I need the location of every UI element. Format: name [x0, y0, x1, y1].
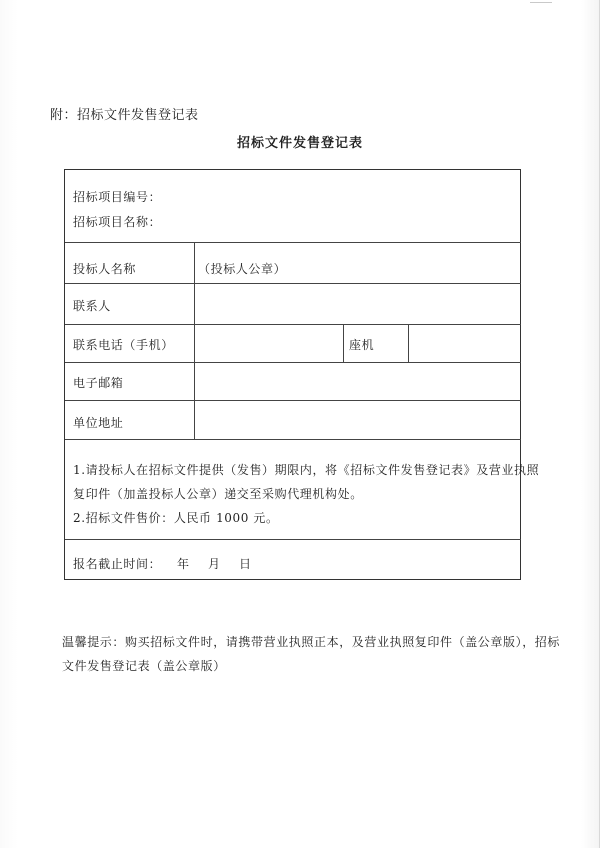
- reminder-line-2: 文件发售登记表（盖公章版）: [62, 659, 226, 673]
- column-divider: [343, 324, 344, 362]
- registration-form-table: [64, 169, 540, 580]
- phone-field[interactable]: [195, 325, 343, 362]
- landline-label: 座机: [349, 338, 375, 352]
- deadline-day: 日: [239, 557, 252, 571]
- note-2-price: 2.招标文件售价：人民币 1000 元。: [73, 511, 279, 525]
- email-label: 电子邮箱: [73, 376, 124, 390]
- address-label: 单位地址: [73, 416, 124, 430]
- contact-label: 联系人: [73, 299, 111, 313]
- bidder-seal-hint: （投标人公章）: [198, 262, 287, 276]
- row-divider: [65, 439, 521, 440]
- form-title: 招标文件发售登记表: [236, 136, 363, 151]
- landline-field[interactable]: [409, 325, 521, 362]
- reminder-note: [62, 630, 562, 678]
- project-number-label: 招标项目编号：: [73, 190, 162, 204]
- deadline-year: 年: [177, 557, 190, 571]
- attachment-heading: 附：招标文件发售登记表: [50, 108, 199, 123]
- address-field[interactable]: [195, 401, 521, 439]
- email-field[interactable]: [195, 363, 521, 400]
- contact-field[interactable]: [195, 284, 521, 324]
- bidder-name-field[interactable]: [195, 243, 521, 283]
- reminder-line-1: 温馨提示：购买招标文件时，请携带营业执照正本，及营业执照复印件（盖公章版），招标: [62, 635, 561, 649]
- deadline-month: 月: [208, 557, 221, 571]
- scan-mark: [530, 2, 552, 3]
- deadline-label: 报名截止时间：: [73, 557, 162, 571]
- project-name-label: 招标项目名称：: [73, 215, 162, 229]
- project-name-field[interactable]: [175, 208, 515, 228]
- phone-label: 联系电话（手机）: [73, 338, 174, 352]
- project-number-field[interactable]: [175, 182, 515, 202]
- note-1-line-1: 1.请投标人在招标文件提供（发售）期限内，将《招标文件发售登记表》及营业执照: [73, 463, 540, 477]
- bidder-name-label: 投标人名称: [73, 262, 137, 276]
- row-divider: [65, 539, 521, 540]
- note-1-line-2: 复印件（加盖投标人公章）递交至采购代理机构处。: [73, 487, 363, 501]
